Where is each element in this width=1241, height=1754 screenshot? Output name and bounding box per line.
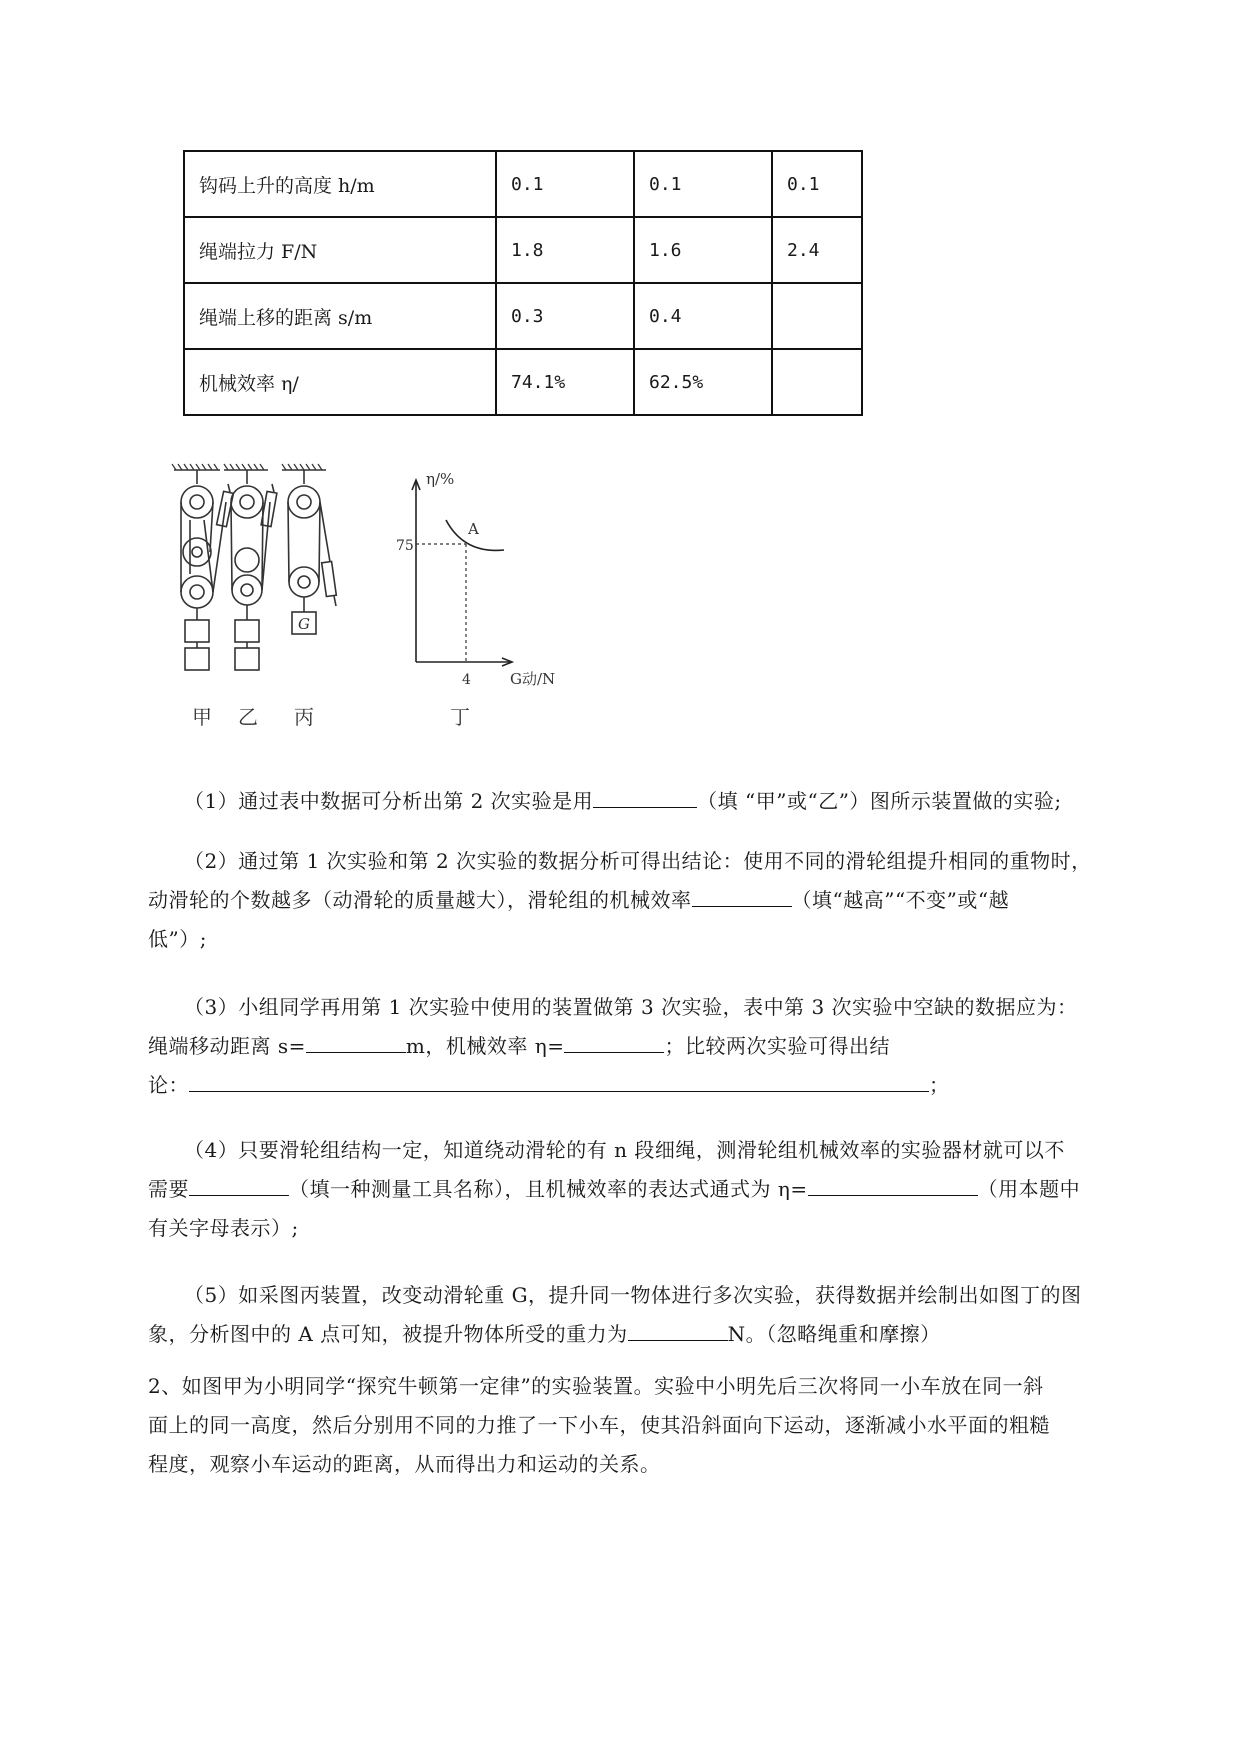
question-4: （4）只要滑轮组结构一定，知道绕动滑轮的有 n 段细绳，测滑轮组机械效率的实验器材就可以不 需要 （填一种测量工具名称），且机械效率的表达式通式为 η= （用本题中 有关字母表示）;	[148, 1138, 1081, 1240]
table-row	[184, 151, 862, 217]
table-cell: 74.1%	[496, 349, 634, 415]
question-3: （3）小组同学再用第 1 次实验中使用的装置做第 3 次实验，表中第 3 次实验中空缺的数据应为： 绳端移动距离 s= m，机械效率 η= ；比较两次实验可得出结 论： ；	[148, 995, 1078, 1097]
x-tick-label: 4	[462, 672, 471, 688]
table-cell: 1.6	[634, 217, 772, 283]
problem-2: 2、如图甲为小明同学“探究牛顿第一定律”的实验装置。实验中小明先后三次将同一小车放在同一斜 面上的同一高度，然后分别用不同的力推了一下小车，使其沿斜面向下运动，逐渐减小水平面的粗糙 程度，观察小车运动的距离，从而得出力和运动的关系。	[148, 1374, 1050, 1476]
table-cell: 0.1	[634, 151, 772, 217]
pulley-setup-jia	[172, 464, 233, 670]
answer-blank[interactable]	[189, 1173, 289, 1196]
weight-label: G	[298, 615, 310, 633]
answer-blank[interactable]	[808, 1173, 978, 1196]
row-label: 机械效率 η/	[184, 349, 496, 415]
table-cell: 2.4	[772, 217, 862, 283]
table-row	[184, 217, 862, 283]
table-cell	[772, 349, 862, 415]
question-2: （2）通过第 1 次实验和第 2 次实验的数据分析可得出结论：使用不同的滑轮组提升相同的重物时， 动滑轮的个数越多（动滑轮的质量越大），滑轮组的机械效率 （填“越高”“不变”或“越 低”）;	[148, 849, 1092, 951]
row-label: 钩码上升的高度 h/m	[184, 151, 496, 217]
pulley-figure	[170, 462, 590, 740]
pulley-setup-bing	[282, 464, 336, 634]
question-5: （5）如采图丙装置，改变动滑轮重 G，提升同一物体进行多次实验，获得数据并绘制出如图丁的图 象，分析图中的 A 点可知，被提升物体所受的重力为 N。（忽略绳重和摩擦）	[148, 1283, 1082, 1346]
answer-blank[interactable]	[692, 884, 792, 907]
y-axis-label: η/%	[426, 470, 455, 488]
table-cell: 0.4	[634, 283, 772, 349]
answer-blank[interactable]	[564, 1030, 664, 1053]
table-cell: 0.3	[496, 283, 634, 349]
table-row	[184, 283, 862, 349]
table-cell: 0.1	[772, 151, 862, 217]
row-label: 绳端拉力 F/N	[184, 217, 496, 283]
caption-jia: 甲	[192, 705, 212, 729]
table-cell: 1.8	[496, 217, 634, 283]
pulley-setup-yi	[224, 464, 277, 670]
table-row	[184, 349, 862, 415]
answer-blank[interactable]	[306, 1030, 406, 1053]
answer-blank[interactable]	[628, 1318, 728, 1341]
answer-blank[interactable]	[189, 1069, 929, 1092]
table-cell	[772, 283, 862, 349]
table-cell: 0.1	[496, 151, 634, 217]
answer-blank[interactable]	[593, 785, 697, 808]
question-1: （1）通过表中数据可分析出第 2 次实验是用 （填 “甲”或“乙”）图所示装置做的实验;	[148, 782, 1148, 821]
caption-yi: 乙	[238, 705, 258, 729]
table-cell: 62.5%	[634, 349, 772, 415]
row-label: 绳端上移的距离 s/m	[184, 283, 496, 349]
y-tick-label: 75	[396, 538, 414, 554]
caption-bing: 丙	[294, 705, 314, 729]
efficiency-graph	[396, 470, 555, 688]
x-axis-label: G动/N	[510, 670, 556, 688]
point-a-label: A	[468, 520, 479, 538]
experiment-data-table	[183, 150, 863, 416]
caption-ding: 丁	[450, 705, 470, 729]
